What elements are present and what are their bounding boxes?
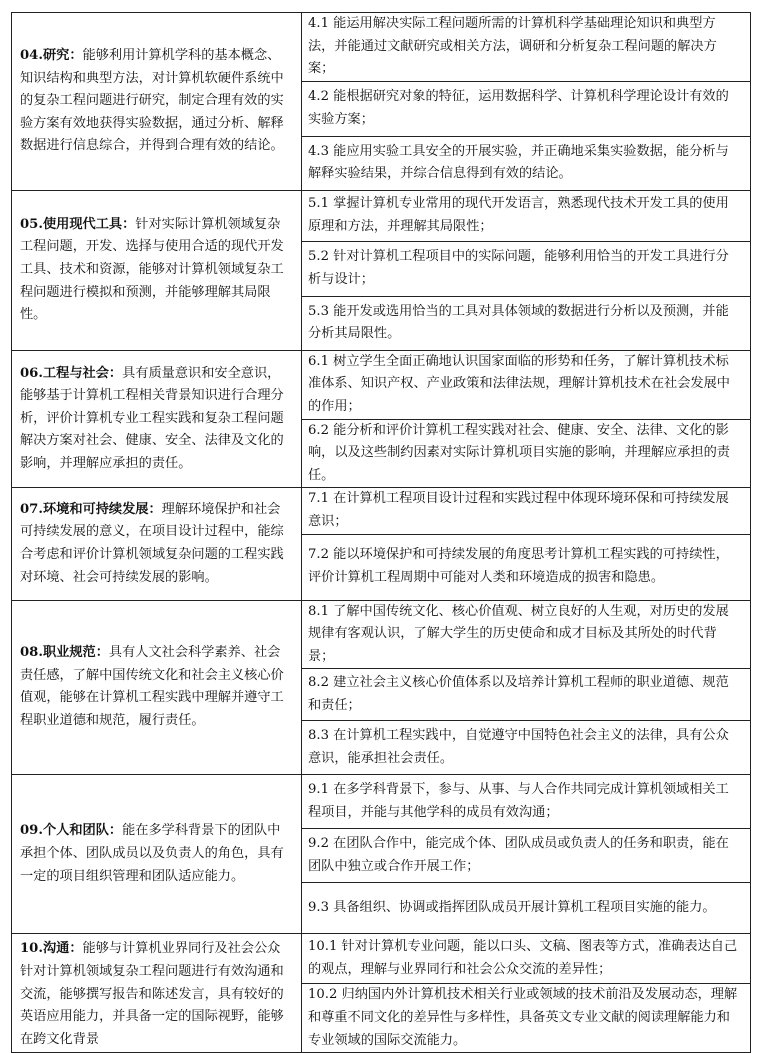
table-row [12,350,751,419]
requirement-cell [12,775,302,934]
table-row [12,934,751,984]
requirement-title: 04.研究： [20,47,83,63]
requirement-cell [12,350,302,488]
indicator-cell: 5.3 能开发或选用恰当的工具对具体领域的数据进行分析以及预测，并能分析其局限性。 [302,296,751,350]
requirement-description: 理解环境保护和社会可持续发展的意义，在项目设计过程中，能综合考虑和评价计算机领域复杂问题的工程实践对环境、社会可持续发展的影响。 [20,501,284,585]
indicator-cell: 4.2 能根据研究对象的特征，运用数据科学、计算机科学理论设计有效的实验方案； [302,81,751,136]
requirement-description: 具有质量意识和安全意识，能够基于计算机工程相关背景知识进行合理分析，评价计算机专业工程实践和复杂工程问题解决方案对社会、健康、安全、法律及文化的影响，并理解应承担的责任。 [20,365,284,471]
requirement-title: 09.个人和团队： [20,823,123,839]
requirement-description: 能够与计算机业界同行及社会公众针对计算机领域复杂工程问题进行有效沟通和交流，能够撰写报告和陈述发言，具有较好的英语应用能力，并具备一定的国际视野，能够在跨文化背景 [20,941,284,1047]
table-row [12,600,751,669]
requirement-title: 06.工程与社会： [20,365,123,381]
indicator-cell: 4.1 能运用解决实际工程问题所需的计算机科学基础理论知识和典型方法，并能通过文献研究或相关方法，调研和分析复杂工程问题的解决方案； [302,13,751,82]
indicator-cell: 10.2 归纳国内外计算机技术相关行业或领域的技术前沿及发展动态，理解和尊重不同文化的差异性与多样性，具备英文专业文献的阅读理解能力和专业领域的国际交流能力。 [302,984,751,1053]
table-row [12,190,751,241]
indicator-cell: 7.2 能以环境保护和可持续发展的角度思考计算机工程实践的可持续性，评价计算机工程周期中可能对人类和环境造成的损害和隐患。 [302,534,751,600]
requirement-title: 07.环境和可持续发展： [20,501,162,517]
requirement-cell [12,190,302,350]
requirement-title: 08.职业规范： [20,645,109,661]
requirement-cell [12,934,302,1053]
indicator-cell: 6.1 树立学生全面正确地认识国家面临的形势和任务，了解计算机技术标准体系、知识产权、产业政策和法律法规，理解计算机技术在社会发展中的作用； [302,350,751,419]
indicator-cell: 5.1 掌握计算机专业常用的现代开发语言，熟悉现代技术开发工具的使用原理和方法，并理解其局限性； [302,190,751,241]
table-row [12,13,751,82]
indicator-cell: 8.1 了解中国传统文化、核心价值观、树立良好的人生观，对历史的发展规律有客观认识，了解大学生的历史使命和成才目标及其所处的时代背景； [302,600,751,669]
requirement-description: 能够利用计算机学科的基本概念、知识结构和典型方法，对计算机软硬件系统中的复杂工程问题进行研究，制定合理有效的实验方案有效地获得实验数据，通过分析、解释数据进行信息综合，并得到合理有效的结论。 [20,47,284,154]
indicator-cell: 9.2 在团队合作中，能完成个体、团队成员或负责人的任务和职责，能在团队中独立或合作开展工作； [302,829,751,883]
indicator-cell: 9.3 具备组织、协调或指挥团队成员开展计算机工程项目实施的能力。 [302,883,751,934]
indicator-cell: 6.2 能分析和评价计算机工程实践对社会、健康、安全、法律、文化的影响，以及这些制约因素对实际计算机项目实施的影响，并理解应承担的责任。 [302,419,751,488]
table-row [12,775,751,829]
graduation-requirements-table [11,12,751,1053]
indicator-cell: 9.1 在多学科背景下，参与、从事、与人合作共同完成计算机领域相关工程项目，并能与其他学科的成员有效沟通； [302,775,751,829]
requirement-title: 05.使用现代工具： [20,216,136,232]
indicator-cell: 8.3 在计算机工程实践中，自觉遵守中国特色社会主义的法律，具有公众意识，能承担社会责任。 [302,721,751,775]
requirement-cell [12,488,302,600]
requirement-description: 针对实际计算机领域复杂工程问题，开发、选择与使用合适的现代开发工具、技术和资源，能够对计算机领域复杂工程问题进行模拟和预测，并能够理解其局限性。 [20,216,284,323]
requirement-title: 10.沟通： [20,941,83,957]
indicator-cell: 7.1 在计算机工程项目设计过程和实践过程中体现环境环保和可持续发展意识； [302,488,751,534]
indicator-cell: 4.3 能应用实验工具安全的开展实验，并正确地采集实验数据，能分析与解释实验结果，并综合信息得到有效的结论。 [302,136,751,190]
requirement-cell [12,600,302,775]
indicator-cell: 5.2 针对计算机工程项目中的实际问题，能够利用恰当的开发工具进行分析与设计； [302,241,751,296]
table-row [12,488,751,534]
requirement-description: 具有人文社会科学素养、社会责任感，了解中国传统文化和社会主义核心价值观，能够在计算机工程实践中理解并遵守工程职业道德和规范，履行责任。 [20,645,284,729]
indicator-cell: 8.2 建立社会主义核心价值体系以及培养计算机工程师的职业道德、规范和责任； [302,669,751,721]
indicator-cell: 10.1 针对计算机专业问题，能以口头、文稿、图表等方式，准确表达自己的观点，理解与业界同行和社会公众交流的差异性； [302,934,751,984]
requirement-cell [12,13,302,191]
requirement-description: 能在多学科背景下的团队中承担个体、团队成员以及负责人的角色，具有一定的项目组织管理和团队适应能力。 [20,823,284,884]
